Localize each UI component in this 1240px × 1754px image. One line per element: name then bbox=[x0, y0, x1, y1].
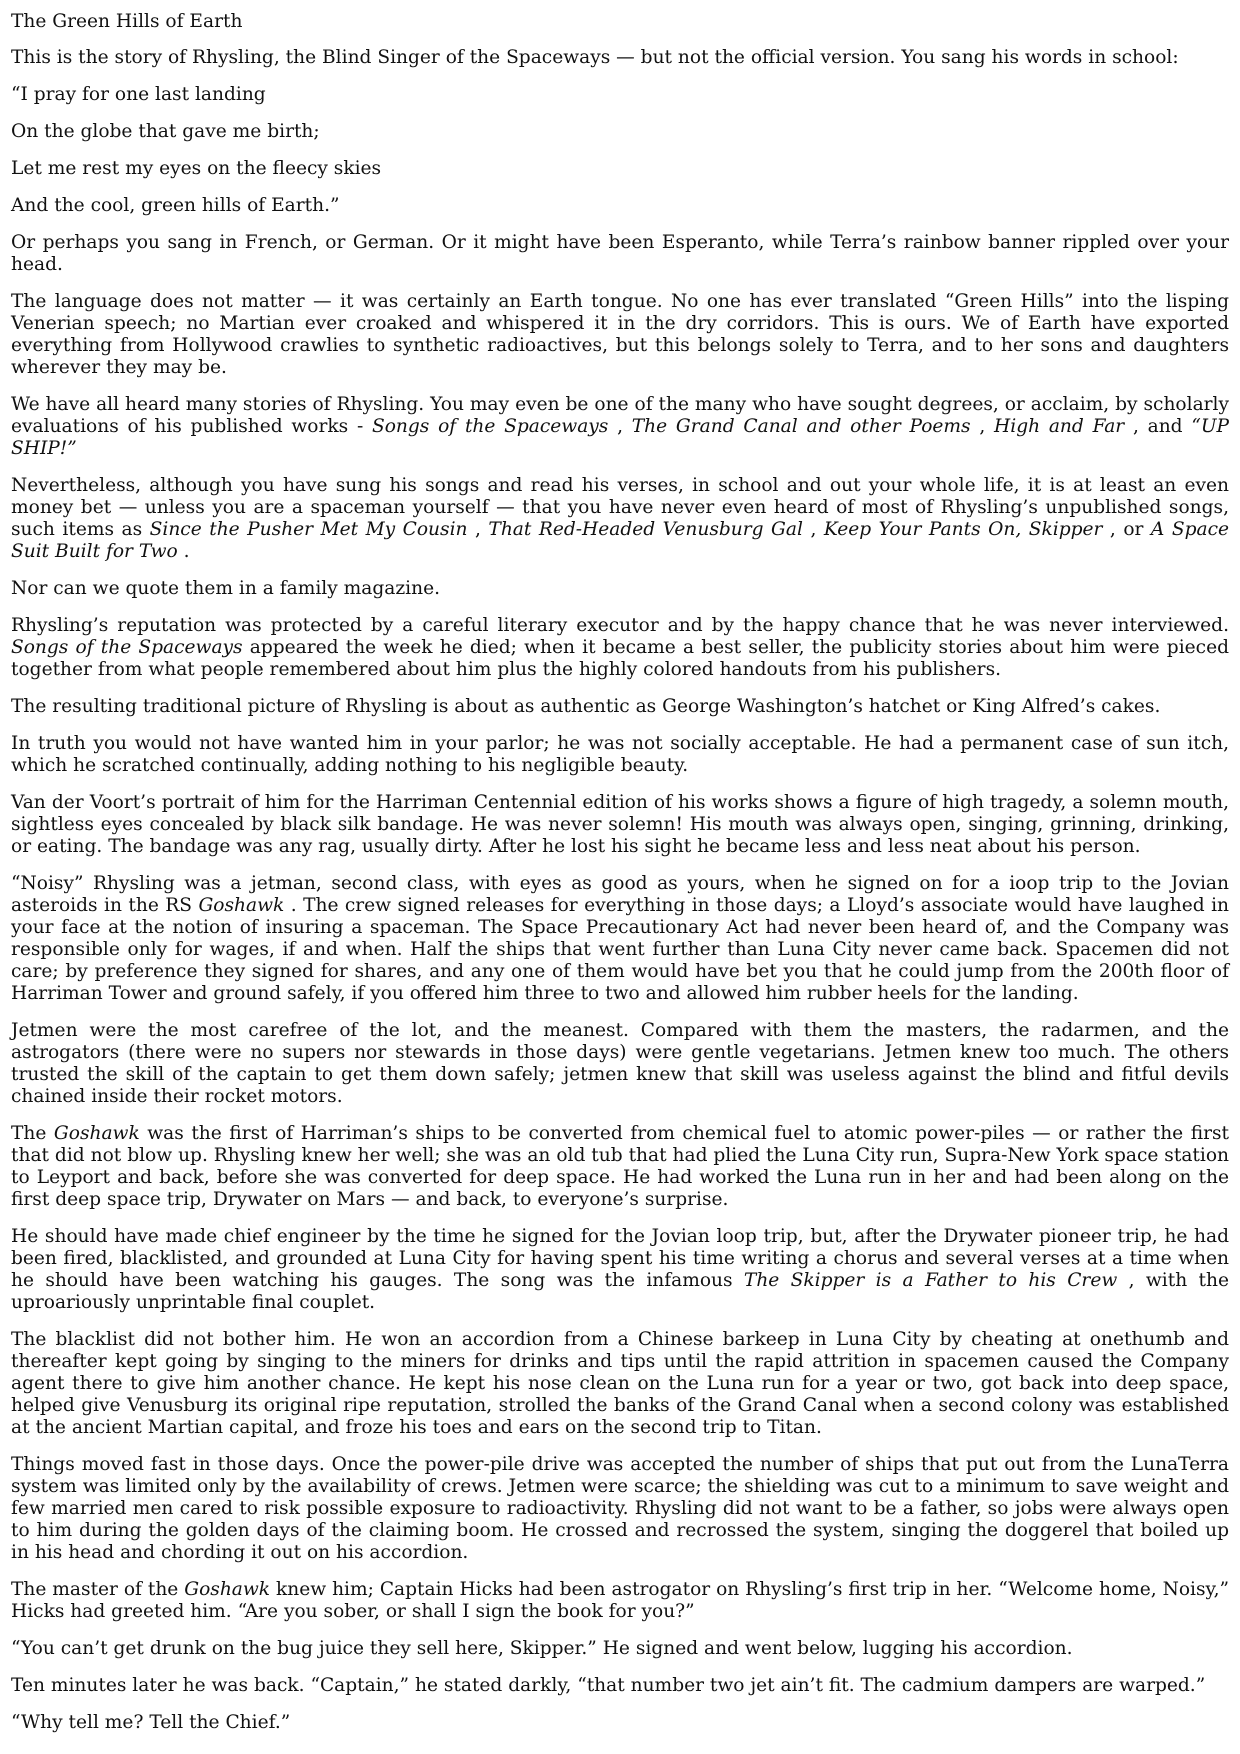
text-run: Nevertheless, although you have sung his songs and read his verses, in school and out your whole life, it is at least an even money bet — unless you are a spaceman yourself — that you have never even heard of most of Rhysling’s unpublished songs, such items as bbox=[11, 475, 1229, 540]
text-run: , or bbox=[1102, 519, 1151, 540]
paragraph bbox=[11, 792, 1229, 858]
paragraph bbox=[11, 733, 1229, 777]
paragraph bbox=[11, 873, 1229, 1005]
italic-title-text: A Space Suit Built for Two bbox=[11, 519, 1229, 562]
italic-title-text: That Red-Headed Venusburg Gal bbox=[488, 519, 803, 540]
text-run: The master of the bbox=[11, 1579, 185, 1600]
text-run: The bbox=[11, 1123, 54, 1144]
text-run: Nor can we quote them in a family magazine. bbox=[11, 578, 440, 599]
text-run: On the globe that gave me birth; bbox=[11, 121, 320, 142]
italic-title-text: Keep Your Pants On, Skipper bbox=[823, 519, 1103, 540]
text-run: appeared the week he died; when it became a best seller, the publicity stories about him were pieced together from what people remembered about him plus the highly colored handouts from his publishers. bbox=[11, 637, 1229, 680]
paragraph bbox=[11, 578, 1229, 600]
paragraph bbox=[11, 1454, 1229, 1564]
paragraph bbox=[11, 232, 1229, 276]
paragraph bbox=[11, 696, 1229, 718]
text-run: The resulting traditional picture of Rhysling is about as authentic as George Washington’s hatchet or King Alfred’s cakes. bbox=[11, 696, 1161, 717]
text-run: , with the uproariously unprintable final couplet. bbox=[11, 1270, 1229, 1313]
text-run: knew him; Captain Hicks had been astrogator on Rhysling’s first trip in her. “Welcome home, Noisy,” Hicks had greeted him. “Are you sober, or shall I sign the book for you?” bbox=[11, 1579, 1229, 1622]
paragraph bbox=[11, 195, 1229, 217]
italic-title-text: Since the Pusher Met My Cousin bbox=[149, 519, 468, 540]
paragraph bbox=[11, 1638, 1229, 1660]
paragraph bbox=[11, 1579, 1229, 1623]
italic-title-text: Goshawk bbox=[184, 1579, 271, 1600]
paragraph bbox=[11, 1020, 1229, 1108]
paragraph bbox=[11, 84, 1229, 106]
text-run: We have all heard many stories of Rhysling. You may even be one of the many who have sought degrees, or acclaim, by scholarly evaluations of his published works - bbox=[11, 394, 1229, 437]
text-run: , bbox=[608, 416, 632, 437]
text-run: . The crew signed releases for everything in those days; a Lloyd’s associate would have laughed in your face at the notion of insuring a spaceman. The Space Precautionary Act had never been heard of, and the Company was responsible only for wages, if and when. Half the ships that went further than Luna City never came back. Spacemen did not care; by preference they signed for shares, and any one of them would have bet you that he could jump from the 200th floor of Harriman Tower and ground safely, if you offered him three to two and allowed him rubber heels for the landing. bbox=[11, 895, 1229, 1004]
text-run: was the first of Harriman’s ships to be converted from chemical fuel to atomic power-piles — or rather the first that did not blow up. Rhysling knew her well; she was an old tub that had plied the Luna City run, Supra-New York space station to Leyport and back, before she was converted for deep space. He had worked the Luna run in her and had been along on the first deep space trip, Drywater on Mars — and back, to everyone’s surprise. bbox=[11, 1123, 1230, 1210]
text-run: And the cool, green hills of Earth.” bbox=[11, 195, 340, 216]
italic-title-text: The Skipper is a Father to his Crew bbox=[743, 1270, 1118, 1291]
text-run: This is the story of Rhysling, the Blind Singer of the Spaceways — but not the official version. You sang his words in school: bbox=[11, 47, 1179, 68]
text-run: Ten minutes later he was back. “Captain,” he stated darkly, “that number two jet ain’t fit. The cadmium dampers are warped.” bbox=[11, 1675, 1206, 1696]
italic-title-text: “UP SHIP!” bbox=[11, 416, 1230, 459]
paragraph bbox=[11, 615, 1229, 681]
text-run: , and bbox=[1124, 416, 1192, 437]
text-run: Things moved fast in those days. Once the power-pile drive was accepted the number of ships that put out from the LunaTerra system was limited only by the availability of crews. Jetmen were scarce; the shielding was cut to a minimum to save weight and few married men cared to risk possible exposure to radioactivity. Rhysling did not want to be a father, so jobs were always open to him during the golden days of the claiming boom. He crossed and recrossed the system, singing the doggerel that boiled up in his head and chording it out on his accordion. bbox=[11, 1454, 1229, 1563]
text-run: He should have made chief engineer by the time he signed for the Jovian loop trip, but, after the Drywater pioneer trip, he had been fired, blacklisted, and grounded at Luna City for having spent his time writing a chorus and several verses at a time when he should have been watching his gauges. The song was the infamous bbox=[11, 1226, 1229, 1291]
text-run: Jetmen were the most carefree of the lot, and the meanest. Compared with them the masters, the radarmen, and the astrogators (there were no supers nor stewards in those days) were gentle vegetarians. Jetmen knew too much. The others trusted the skill of the captain to get them down safely; jetmen knew that skill was useless against the blind and fitful devils chained inside their rocket motors. bbox=[11, 1020, 1229, 1107]
text-run: , bbox=[467, 519, 489, 540]
text-run: In truth you would not have wanted him in your parlor; he was not socially acceptable. He had a permanent case of sun itch, which he scratched continually, adding nothing to his negligible beauty. bbox=[11, 733, 1229, 776]
story-body bbox=[11, 47, 1229, 1734]
italic-title-text: High and Far bbox=[994, 416, 1125, 437]
text-run: . bbox=[177, 541, 190, 562]
text-run: “Why tell me? Tell the Chief.” bbox=[11, 1712, 291, 1733]
paragraph bbox=[11, 475, 1229, 563]
text-run: Van der Voort’s portrait of him for the Harriman Centennial edition of his works shows a figure of high tragedy, a solemn mouth, sightless eyes concealed by black silk bandage. He was never solemn! His mouth was always open, singing, grinning, drinking, or eating. The bandage was any rag, usually dirty. After he lost his sight he became less and less neat about his person. bbox=[11, 792, 1229, 857]
text-run: Rhysling’s reputation was protected by a careful literary executor and by the happy chance that he was never interviewed. bbox=[11, 615, 1229, 636]
text-run: , bbox=[970, 416, 995, 437]
paragraph bbox=[11, 1329, 1229, 1439]
paragraph bbox=[11, 1226, 1229, 1314]
paragraph bbox=[11, 121, 1229, 143]
paragraph bbox=[11, 394, 1229, 460]
italic-title-text: The Grand Canal and other Poems bbox=[631, 416, 971, 437]
text-run: , bbox=[802, 519, 824, 540]
text-run: The language does not matter — it was certainly an Earth tongue. No one has ever translated “Green Hills” into the lisping Venerian speech; no Martian ever croaked and whispered it in the dry corridors. This is ours. We of Earth have exported everything from Hollywood crawlies to synthetic radioactives, but this belongs solely to Terra, and to her sons and daughters wherever they may be. bbox=[11, 291, 1229, 378]
italic-title-text: Songs of the Spaceways bbox=[372, 416, 609, 437]
story-title: The Green Hills of Earth bbox=[11, 11, 243, 32]
paragraph bbox=[11, 291, 1229, 379]
paragraph bbox=[11, 47, 1229, 69]
text-run: Or perhaps you sang in French, or German. Or it might have been Esperanto, while Terra’s rainbow banner rippled over your head. bbox=[11, 232, 1229, 275]
paragraph bbox=[11, 1675, 1229, 1697]
paragraph bbox=[11, 1123, 1229, 1211]
paragraph bbox=[11, 158, 1229, 180]
text-run: “I pray for one last landing bbox=[11, 84, 266, 105]
italic-title-text: Goshawk bbox=[198, 895, 285, 916]
paragraph bbox=[11, 1712, 1229, 1734]
text-run: “You can’t get drunk on the bug juice they sell here, Skipper.” He signed and went below, lugging his accordion. bbox=[11, 1638, 1073, 1659]
italic-title-text: Songs of the Spaceways bbox=[11, 637, 243, 658]
italic-title-text: Goshawk bbox=[53, 1123, 140, 1144]
text-run: Let me rest my eyes on the fleecy skies bbox=[11, 158, 382, 179]
text-run: The blacklist did not bother him. He won an accordion from a Chinese barkeep in Luna City by cheating at onethumb and thereafter kept going by singing to the miners for drinks and tips until the rapid attrition in spacemen caused the Company agent there to give him another chance. He kept his nose clean on the Luna run for a year or two, got back into deep space, helped give Venusburg its original ripe reputation, strolled the banks of the Grand Canal when a second colony was established at the ancient Martian capital, and froze his toes and ears on the second trip to Titan. bbox=[11, 1329, 1229, 1438]
text-run: “Noisy” Rhysling was a jetman, second class, with eyes as good as yours, when he signed on for a ioop trip to the Jovian asteroids in the RS bbox=[11, 873, 1229, 916]
